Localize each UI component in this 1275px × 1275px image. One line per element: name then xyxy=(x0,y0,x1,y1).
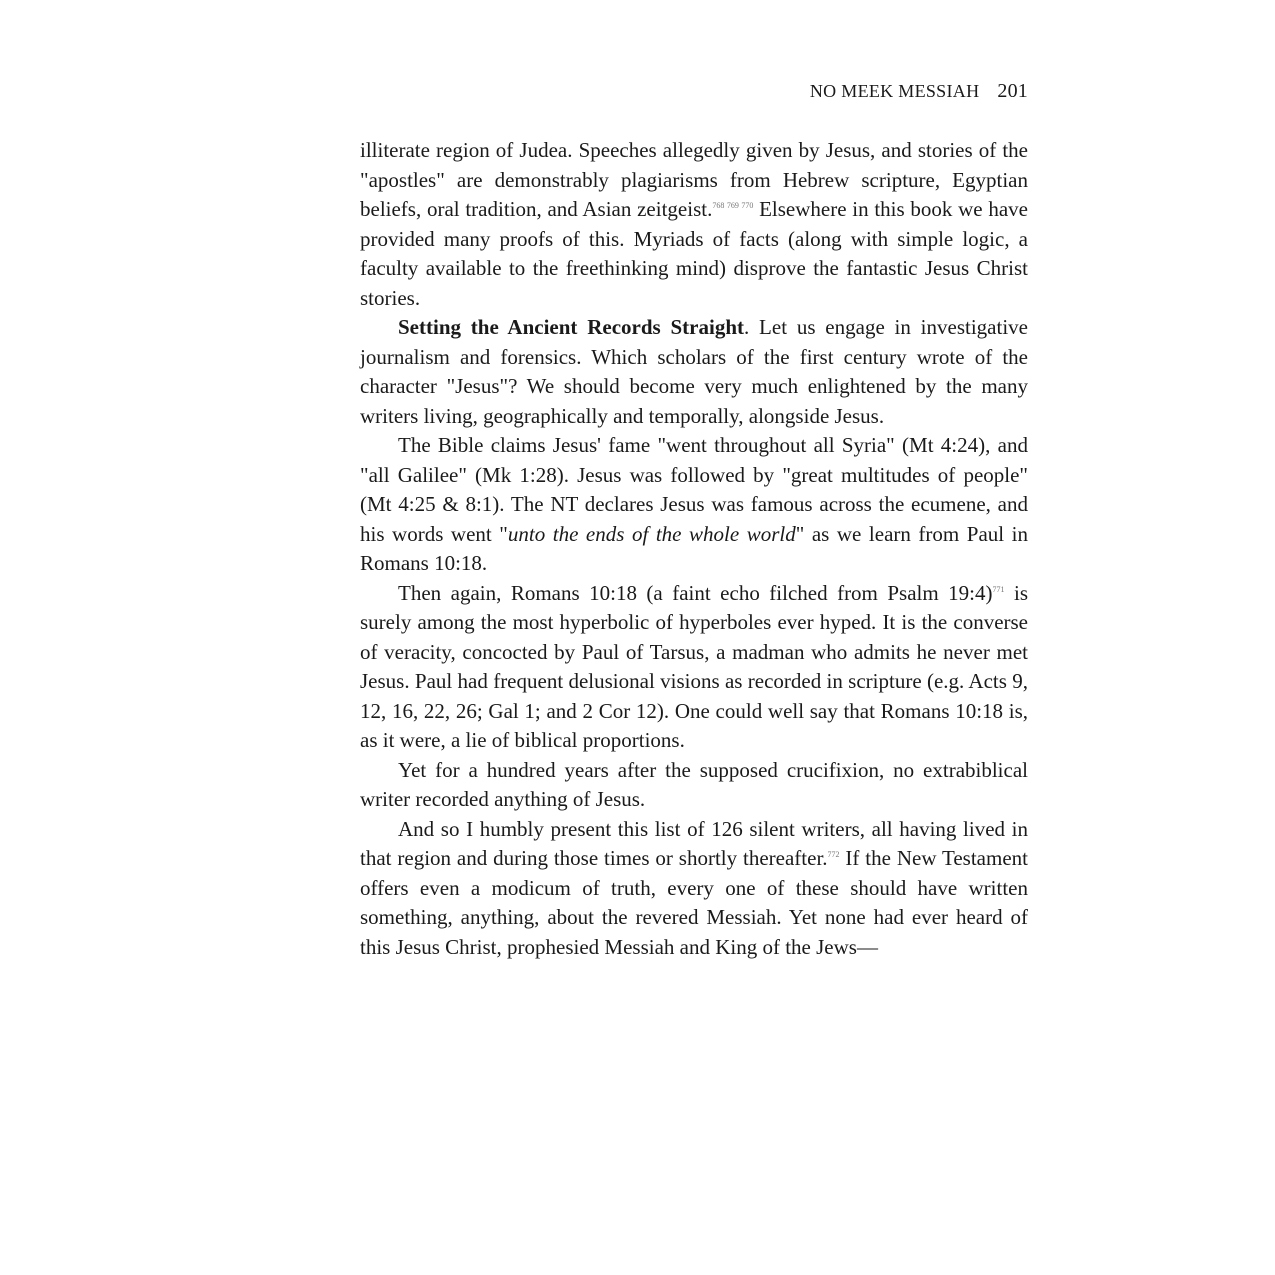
paragraph-text: " as we learn from Paul in Romans 10:18. xyxy=(360,521,1028,575)
paragraph-4 xyxy=(360,579,1028,756)
paragraph-text: Elsewhere in this book we have provided many proofs of this. Myriads of facts (along with simple logic, a faculty available to the freethinking mind) disprove the fantastic Jesus Christ stories. xyxy=(360,197,1029,310)
running-title: NO MEEK MESSIAH xyxy=(809,81,980,101)
paragraph-text: Yet for a hundred years after the supposed crucifixion, no extrabiblical writer recorded anything of Jesus. xyxy=(360,757,1028,811)
footnote-marker: 772 xyxy=(827,850,840,859)
footnote-marker: 771 xyxy=(992,584,1005,594)
italic-quote: unto the ends of the whole world xyxy=(507,521,796,546)
page-number: 201 xyxy=(997,80,1028,102)
paragraph-3 xyxy=(360,431,1028,579)
paragraph-text: The Bible claims Jesus' fame "went throughout all Syria" (Mt 4:24), and "all Galilee" (Mk 1:28). Jesus was followed by "great multitudes of people" (Mt 4:25 & 8:1). The NT declares Jesus was famous across the ecumene, and his words went " xyxy=(360,433,1028,546)
running-header xyxy=(360,76,1028,106)
body-text xyxy=(360,136,1028,962)
paragraph-text: And so I humbly present this list of 126 silent writers, all having lived in that region and during those times or shortly thereafter. xyxy=(360,816,1028,870)
paragraph-text: If the New Testament offers even a modicum of truth, every one of these should have written something, anything, about the revered Messiah. Yet none had ever heard of this Jesus Christ, prophesied Messiah and King of the Jews— xyxy=(360,846,1028,959)
paragraph-text: illiterate region of Judea. Speeches allegedly given by Jesus, and stories of the "apostles" are demonstrably plagiarisms from Hebrew scripture, Egyptian beliefs, oral tradition, and Asian zeitgeist. xyxy=(360,138,1028,221)
paragraph-text: is surely among the most hyperbolic of hyperboles ever hyped. It is the converse of veracity, concocted by Paul of Tarsus, a madman who admits he never met Jesus. Paul had frequent delusional visions as recorded in scripture (e.g. Acts 9, 12, 16, 22, 26; Gal 1; and 2 Cor 12). One could well say that Romans 10:18 is, as it were, a lie of biblical proportions. xyxy=(360,580,1028,752)
paragraph-5 xyxy=(360,756,1028,815)
paragraph-text: Then again, Romans 10:18 (a faint echo filched from Psalm 19:4) xyxy=(398,580,993,605)
paragraph-6 xyxy=(360,815,1028,963)
paragraph-2 xyxy=(360,313,1028,431)
paragraph-text: . Let us engage in investigative journalism and forensics. Which scholars of the first century wrote of the character "Jesus"? We should become very much enlightened by the many writers living, geographically and temporally, alongside Jesus. xyxy=(360,315,1028,428)
footnote-marker: 768 769 770 xyxy=(712,201,754,210)
paragraph-1 xyxy=(360,136,1028,313)
run-in-heading: Setting the Ancient Records Straight xyxy=(398,315,744,339)
